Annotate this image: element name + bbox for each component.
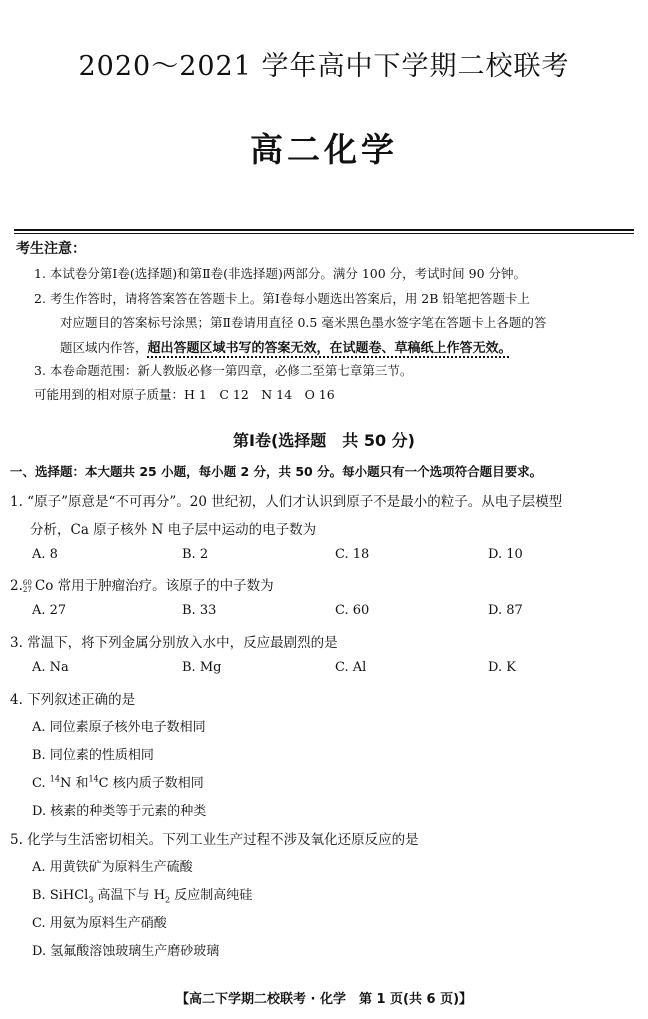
- q3-option-a: A. Na: [32, 660, 69, 675]
- q5-option-b-sub1: 3: [88, 895, 94, 905]
- q5-option-b-post: 反应制高纯硅: [170, 888, 253, 903]
- q2-option-a: A. 27: [32, 603, 67, 618]
- notice-item-2: 2. 考生作答时，请将答案答在答题卡上。第Ⅰ卷每小题选出答案后，用 2B 铅笔把答题卡上: [34, 291, 530, 306]
- divider-thin: [14, 233, 634, 234]
- isotope-mass: 60: [22, 578, 32, 587]
- q3-option-c: C. Al: [335, 660, 367, 675]
- q4-option-b: B. 同位素的性质相同: [32, 748, 154, 763]
- q5-option-b-pre: B. SiHCl: [32, 888, 89, 903]
- q4-option-c-label: C.: [32, 776, 50, 791]
- q4-text: 4. 下列叙述正确的是: [10, 692, 136, 708]
- notice-item-2-cont: 对应题目的答案标号涂黑；第Ⅱ卷请用直径 0.5 毫米黑色墨水签字笔在答题卡上各题的答: [60, 315, 547, 330]
- notice-heading: 考生注意：: [16, 241, 86, 257]
- q1-line2: 分析，Ca 原子核外 N 电子层中运动的电子数为: [30, 522, 317, 538]
- q5-text: 5. 化学与生活密切相关。下列工业生产过程不涉及氧化还原反应的是: [10, 832, 419, 848]
- q3-option-b: B. Mg: [182, 660, 222, 675]
- q2-option-c: C. 60: [335, 603, 370, 618]
- q5-option-b: [32, 884, 252, 905]
- q2-line: [10, 574, 274, 594]
- q4-option-c: [32, 772, 204, 791]
- notice-item-3: 3. 本卷命题范围：新人教版必修一第四章，必修二至第七章第三节。: [34, 363, 413, 378]
- section-heading: 一、选择题：本大题共 25 小题，每小题 2 分，共 50 分。每小题只有一个选项符合题目要求。: [10, 464, 543, 479]
- q4-option-c-mid: N 和: [59, 776, 89, 791]
- page-footer: 【高二下学期二校联考 · 化学 第 1 页(共 6 页)】: [175, 992, 473, 1007]
- q2-option-b: B. 33: [182, 603, 217, 618]
- notice-emphasis: 超出答题区域书写的答案无效，在试题卷、草稿纸上作答无效。: [147, 341, 512, 356]
- q1-option-a: A. 8: [32, 547, 58, 562]
- q4-option-c-sup2: 14: [88, 774, 99, 784]
- q1-option-d: D. 10: [488, 547, 523, 562]
- q5-option-d: D. 氢氟酸溶蚀玻璃生产磨砂玻璃: [32, 944, 220, 959]
- part1-heading: 第Ⅰ卷(选择题 共 50 分): [233, 431, 415, 450]
- q3-option-d: D. K: [488, 660, 516, 675]
- q4-option-a: A. 同位素原子核外电子数相同: [32, 720, 206, 735]
- notice-item-2-cont2: [60, 337, 512, 356]
- q4-option-c-sup1: 14: [49, 774, 60, 784]
- q1-line1: 1. “原子”原意是“不可再分”。20 世纪初，人们才认识到原子不是最小的粒子。从电子层模型: [10, 494, 563, 510]
- q2-text: Co 常用于肿瘤治疗。该原子的中子数为: [34, 578, 274, 594]
- q4-option-c-post: C 核内质子数相同: [98, 776, 204, 791]
- divider-thick: [14, 229, 634, 231]
- isotope-notation: [23, 580, 35, 594]
- q5-option-b-mid: 高温下与 H: [93, 888, 166, 903]
- q4-option-d: D. 核素的种类等于元素的种类: [32, 804, 207, 819]
- subject-title: 高二化学: [250, 130, 398, 169]
- q2-option-d: D. 87: [488, 603, 523, 618]
- q1-option-c: C. 18: [335, 547, 370, 562]
- q2-number: 2.: [10, 578, 23, 594]
- atomic-masses: 可能用到的相对原子质量：H 1 C 12 N 14 O 16: [34, 387, 335, 402]
- q3-text: 3. 常温下，将下列金属分别放入水中，反应最剧烈的是: [10, 635, 338, 651]
- q5-option-b-sub2: 2: [165, 895, 171, 905]
- q5-option-a: A. 用黄铁矿为原料生产硫酸: [32, 860, 193, 875]
- notice-item-2-cont2-text: 题区域内作答，: [60, 340, 148, 355]
- isotope-number: 27: [22, 585, 32, 594]
- notice-item-1: 1. 本试卷分第Ⅰ卷(选择题)和第Ⅱ卷(非选择题)两部分。满分 100 分，考试时间 90 分钟。: [34, 266, 526, 281]
- q1-option-b: B. 2: [182, 547, 209, 562]
- exam-title: 2020～2021 学年高中下学期二校联考: [78, 51, 570, 82]
- q5-option-c: C. 用氨为原料生产硝酸: [32, 916, 167, 931]
